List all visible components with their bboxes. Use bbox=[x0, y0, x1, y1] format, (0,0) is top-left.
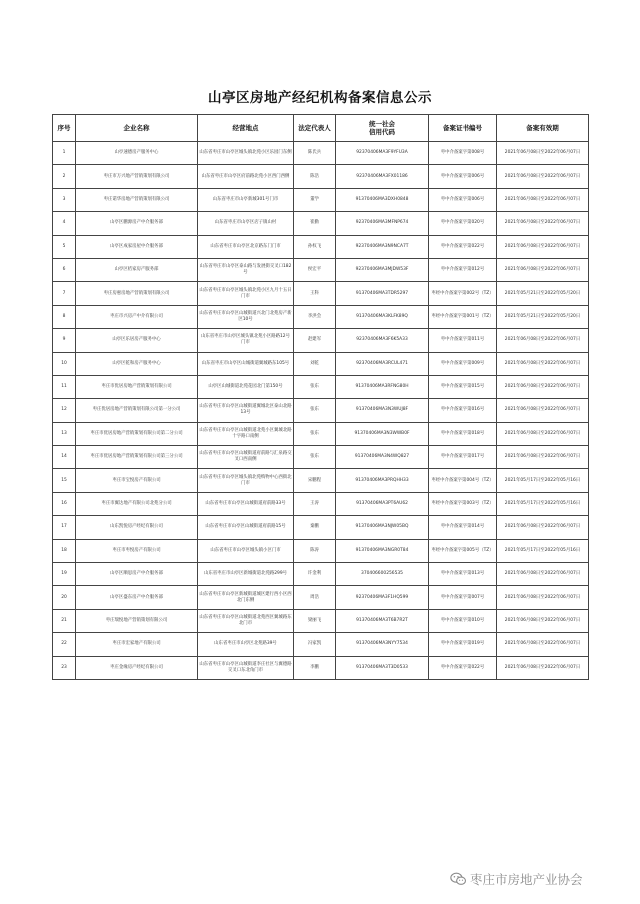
cell-seq: 6 bbox=[53, 258, 76, 281]
cell-seq: 7 bbox=[53, 282, 76, 305]
cell-name: 枣庄市优居房地产营销策划有限公司 bbox=[76, 375, 198, 398]
cell-cert: 枣经中介备案字第005号（TZ） bbox=[429, 539, 497, 562]
cell-name: 山亭区成家房屋中介服务部 bbox=[76, 235, 198, 258]
cell-credit: 91370406MA3T6B7R2T bbox=[336, 609, 429, 632]
table-row bbox=[53, 188, 589, 211]
cell-credit: 92370406MA3MFNP674 bbox=[336, 212, 429, 235]
cell-seq: 11 bbox=[53, 375, 76, 398]
table-row bbox=[53, 446, 589, 469]
cell-rep: 董学 bbox=[294, 188, 336, 211]
cell-address: 山东省枣庄市山亭区城头镇小区门市 bbox=[198, 539, 294, 562]
cell-cert: 枣中介备案字第007号 bbox=[429, 586, 497, 609]
cell-rep: 侯宏平 bbox=[294, 258, 336, 281]
table-row bbox=[53, 235, 589, 258]
cell-credit: 91370406MA3DXH0848 bbox=[336, 188, 429, 211]
cell-rep: 王科 bbox=[294, 282, 336, 305]
cell-name: 山亭速德房产服务中心 bbox=[76, 142, 198, 165]
cell-credit: 91370406MA3N4WQ827 bbox=[336, 446, 429, 469]
cell-cert: 枣中介备案字第022号 bbox=[429, 235, 497, 258]
cell-address: 山东省枣庄市山亭区城头镇北苑小区路路12号门市 bbox=[198, 329, 294, 352]
watermark-text: 枣庄市房地产业协会 bbox=[470, 872, 583, 887]
cell-credit: 91370406MA3T3D0533 bbox=[336, 656, 429, 679]
cell-rep: 陈氏兵 bbox=[294, 142, 336, 165]
cell-rep: 周浩 bbox=[294, 586, 336, 609]
cell-cert: 枣中介备案字第009号 bbox=[429, 352, 497, 375]
cell-address: 山东省枣庄市山亭区府前路北苑小区西门西侧 bbox=[198, 165, 294, 188]
page-title: 山亭区房地产经纪机构备案信息公示 bbox=[208, 90, 432, 106]
cell-credit: 91370406MA3NYY7534 bbox=[336, 633, 429, 656]
cell-rep: 冯家凯 bbox=[294, 633, 336, 656]
cell-valid: 2021年05月17日至2022年05月16日 bbox=[497, 539, 589, 562]
cell-valid: 2021年06月08日至2022年06月07日 bbox=[497, 609, 589, 632]
cell-cert: 枣中介备案字第016号 bbox=[429, 399, 497, 422]
cell-address: 山东省枣庄市山亭区北京路东门门市 bbox=[198, 235, 294, 258]
cell-credit: 91370406MA3N3WUJ8F bbox=[336, 399, 429, 422]
cell-valid: 2021年06月08日至2022年06月07日 bbox=[497, 446, 589, 469]
watermark bbox=[450, 868, 583, 890]
cell-credit: 91370406MA3N3WWB0F bbox=[336, 422, 429, 445]
cell-rep: 许金利 bbox=[294, 563, 336, 586]
cell-address: 山东省枣庄市山亭区泰山路与发展街交叉口182号 bbox=[198, 258, 294, 281]
cell-valid: 2021年06月08日至2022年06月07日 bbox=[497, 516, 589, 539]
cell-rep: 张东 bbox=[294, 446, 336, 469]
cell-name: 山亭区乐居房产服务中心 bbox=[76, 329, 198, 352]
cell-valid: 2021年06月08日至2022年06月07日 bbox=[497, 212, 589, 235]
table-row bbox=[53, 656, 589, 679]
cell-valid: 2021年06月08日至2022年06月07日 bbox=[497, 352, 589, 375]
cell-rep: 刘乾 bbox=[294, 352, 336, 375]
cell-credit: 92370406MA3F6K5A33 bbox=[336, 329, 429, 352]
cell-credit: 91370406MA3RFNG80H bbox=[336, 375, 429, 398]
cell-credit: 91370406MA3TDR5297 bbox=[336, 282, 429, 305]
cell-address: 山东省枣庄市山亭区山城街道李庄社区与翼德路交叉口东北角门市 bbox=[198, 656, 294, 679]
cell-seq: 18 bbox=[53, 539, 76, 562]
header-name: 企业名称 bbox=[76, 115, 198, 142]
cell-name: 枣庄市万兴地产营销策划有限公司 bbox=[76, 165, 198, 188]
cell-seq: 22 bbox=[53, 633, 76, 656]
cell-name: 枣庄诺华房地产营销策划有限公司 bbox=[76, 188, 198, 211]
cell-valid: 2021年06月08日至2022年06月07日 bbox=[497, 422, 589, 445]
cell-rep: 孙权飞 bbox=[294, 235, 336, 258]
cell-cert: 枣经中介备案字第004号（TZ） bbox=[429, 469, 497, 492]
table-row bbox=[53, 352, 589, 375]
cell-rep: 崔勤 bbox=[294, 212, 336, 235]
cell-name: 枣庄市枣悦房产有限公司 bbox=[76, 539, 198, 562]
table-row bbox=[53, 586, 589, 609]
cell-cert: 枣中介备案字第010号 bbox=[429, 609, 497, 632]
cell-address: 山东省枣庄市山亭区山城街道兴北门北苑房产新区10号 bbox=[198, 305, 294, 328]
cell-name: 枣庄房惠房地产营销策划有限公司 bbox=[76, 282, 198, 305]
cell-cert: 枣中介备案字第011号 bbox=[429, 329, 497, 352]
cell-credit: 91370406MA3KLFK89Q bbox=[336, 305, 429, 328]
table-row bbox=[53, 469, 589, 492]
table-row bbox=[53, 609, 589, 632]
cell-name: 枣庄瑞悦地产营销策划有限公司 bbox=[76, 609, 198, 632]
cell-name: 枣庄市翼达地产有限公司北苑分公司 bbox=[76, 492, 198, 515]
cell-seq: 23 bbox=[53, 656, 76, 679]
cell-valid: 2021年06月08日至2022年06月07日 bbox=[497, 633, 589, 656]
cell-rep: 李洪会 bbox=[294, 305, 336, 328]
cell-seq: 4 bbox=[53, 212, 76, 235]
cell-seq: 9 bbox=[53, 329, 76, 352]
cell-cert: 枣中介备案字第013号 bbox=[429, 563, 497, 586]
wechat-icon bbox=[450, 872, 467, 886]
table-row bbox=[53, 399, 589, 422]
cell-seq: 13 bbox=[53, 422, 76, 445]
cell-seq: 2 bbox=[53, 165, 76, 188]
cell-valid: 2021年05月21日至2022年05月20日 bbox=[497, 305, 589, 328]
cell-seq: 21 bbox=[53, 609, 76, 632]
table-row bbox=[53, 492, 589, 515]
cell-credit: 92370406MA3F9YFU3A bbox=[336, 142, 429, 165]
cell-seq: 8 bbox=[53, 305, 76, 328]
cell-valid: 2021年06月08日至2022年06月07日 bbox=[497, 142, 589, 165]
cell-cert: 枣中介备案字第018号 bbox=[429, 422, 497, 445]
header-credit: 统一社会 信用代码 bbox=[336, 115, 429, 142]
cell-name: 枣庄金缘房产经纪有限公司 bbox=[76, 656, 198, 679]
header-cert: 备案证书编号 bbox=[429, 115, 497, 142]
cell-valid: 2021年06月08日至2022年06月07日 bbox=[497, 235, 589, 258]
header-valid: 备案有效期 bbox=[497, 115, 589, 142]
cell-address: 山东省枣庄市山亭区店子镇山村 bbox=[198, 212, 294, 235]
cell-name: 山亭区桔家房产服务部 bbox=[76, 258, 198, 281]
cell-name: 山东凯悦房产经纪有限公司 bbox=[76, 516, 198, 539]
cell-valid: 2021年05月17日至2022年05月16日 bbox=[497, 492, 589, 515]
cell-cert: 枣中介备案字第022号 bbox=[429, 656, 497, 679]
cell-seq: 19 bbox=[53, 563, 76, 586]
cell-valid: 2021年06月08日至2022年06月07日 bbox=[497, 586, 589, 609]
cell-cert: 枣中介备案字第015号 bbox=[429, 375, 497, 398]
cell-name: 山亭区乾和房产服务中心 bbox=[76, 352, 198, 375]
cell-cert: 枣经中介备案字第003号（TZ） bbox=[429, 492, 497, 515]
cell-seq: 1 bbox=[53, 142, 76, 165]
cell-rep: 宋鹏程 bbox=[294, 469, 336, 492]
cell-address: 山东省枣庄市山亭区北苑路39号 bbox=[198, 633, 294, 656]
cell-name: 山亭区顺思房产中介服务部 bbox=[76, 563, 198, 586]
cell-cert: 枣中介备案字第020号 bbox=[429, 212, 497, 235]
cell-valid: 2021年06月08日至2022年06月07日 bbox=[497, 258, 589, 281]
cell-seq: 10 bbox=[53, 352, 76, 375]
cell-address: 山东省枣庄市山亭区山城街道府前路与汇泉路交叉口西南侧 bbox=[198, 446, 294, 469]
cell-rep: 赵建军 bbox=[294, 329, 336, 352]
cell-name: 山亭区盛东房产中介服务部 bbox=[76, 586, 198, 609]
cell-valid: 2021年06月08日至2022年06月07日 bbox=[497, 188, 589, 211]
table-row bbox=[53, 633, 589, 656]
cell-rep: 陈浩 bbox=[294, 165, 336, 188]
table-row bbox=[53, 165, 589, 188]
cell-credit: 92370406MA3FX01186 bbox=[336, 165, 429, 188]
header-seq: 序号 bbox=[53, 115, 76, 142]
cell-credit: 370406600256535 bbox=[336, 563, 429, 586]
table-row bbox=[53, 422, 589, 445]
cell-address: 山东省枣庄市山亭区山城街道府前路15号 bbox=[198, 516, 294, 539]
cell-name: 枣庄优居房地产营销策划有限公司第一分公司 bbox=[76, 399, 198, 422]
cell-name: 枣庄市宏家地产有限公司 bbox=[76, 633, 198, 656]
table-row bbox=[53, 142, 589, 165]
cell-rep: 梁丽飞 bbox=[294, 609, 336, 632]
cell-name: 枣庄市优居房地产营销策划有限公司第三分公司 bbox=[76, 446, 198, 469]
cell-valid: 2021年06月08日至2022年06月07日 bbox=[497, 656, 589, 679]
cell-valid: 2021年06月08日至2022年06月07日 bbox=[497, 329, 589, 352]
cell-credit: 92370406MA3RCUL471 bbox=[336, 352, 429, 375]
cell-credit: 91370406MA3PRQHH33 bbox=[336, 469, 429, 492]
table-row bbox=[53, 563, 589, 586]
cell-seq: 12 bbox=[53, 399, 76, 422]
cell-address: 山东省枣庄市山亭新城301号门市 bbox=[198, 188, 294, 211]
cell-name: 山亭区鹏源房产中介服务部 bbox=[76, 212, 198, 235]
cell-credit: 91370406MA3NJW05BQ bbox=[336, 516, 429, 539]
cell-cert: 枣中介备案字第006号 bbox=[429, 165, 497, 188]
cell-cert: 枣经中介备案字第002号（TZ） bbox=[429, 282, 497, 305]
header-rep: 法定代表人 bbox=[294, 115, 336, 142]
cell-address: 山东省枣庄市山亭区城头镇北苑小区乐园门东侧 bbox=[198, 142, 294, 165]
cell-seq: 3 bbox=[53, 188, 76, 211]
cell-valid: 2021年06月08日至2022年06月07日 bbox=[497, 399, 589, 422]
cell-address: 山东省枣庄市山亭区新城街道北苑路299号 bbox=[198, 563, 294, 586]
cell-address: 山东省枣庄市山亭区城头镇北苑小区九月十五日门市 bbox=[198, 282, 294, 305]
cell-seq: 14 bbox=[53, 446, 76, 469]
cell-address: 山东省枣庄市山亭区山城街道北苑西区翼城路东北门市 bbox=[198, 609, 294, 632]
header-row bbox=[53, 115, 589, 142]
cell-valid: 2021年05月17日至2022年05月16日 bbox=[497, 469, 589, 492]
cell-valid: 2021年06月08日至2022年06月07日 bbox=[497, 375, 589, 398]
cell-cert: 枣中介备案字第014号 bbox=[429, 516, 497, 539]
cell-cert: 枣中介备案字第019号 bbox=[429, 633, 497, 656]
cell-rep: 秦鹏 bbox=[294, 516, 336, 539]
cell-name: 枣庄市优居房地产营销策划有限公司第二分公司 bbox=[76, 422, 198, 445]
cell-seq: 17 bbox=[53, 516, 76, 539]
table-row bbox=[53, 329, 589, 352]
cell-address: 山东省枣庄市山亭区城头镇北苑购物中心西街北门市 bbox=[198, 469, 294, 492]
cell-cert: 枣中介备案字第006号 bbox=[429, 188, 497, 211]
cell-rep: 张东 bbox=[294, 375, 336, 398]
cell-credit: 92370406MA3F1HQ599 bbox=[336, 586, 429, 609]
table-row bbox=[53, 282, 589, 305]
table-row bbox=[53, 375, 589, 398]
cell-seq: 16 bbox=[53, 492, 76, 515]
cell-seq: 5 bbox=[53, 235, 76, 258]
cell-cert: 枣经中介备案字第001号（TZ） bbox=[429, 305, 497, 328]
cell-rep: 张东 bbox=[294, 399, 336, 422]
cell-seq: 15 bbox=[53, 469, 76, 492]
cell-address: 山东省枣庄市山亭区新城街道城区建行西小区西北门东侧 bbox=[198, 586, 294, 609]
cell-credit: 92370406MA3MJDW53F bbox=[336, 258, 429, 281]
cell-address: 山东省枣庄市山亭区山城街道翼城北区泰山北路13号 bbox=[198, 399, 294, 422]
table-row bbox=[53, 212, 589, 235]
cell-name: 枣庄市宝悦房产有限公司 bbox=[76, 469, 198, 492]
cell-rep: 李鹏 bbox=[294, 656, 336, 679]
table-row bbox=[53, 258, 589, 281]
header-address: 经营地点 bbox=[198, 115, 294, 142]
cell-seq: 20 bbox=[53, 586, 76, 609]
cell-address: 山东省枣庄市山亭区山城街道府前路33号 bbox=[198, 492, 294, 515]
cell-cert: 枣中介备案字第008号 bbox=[429, 142, 497, 165]
cell-address: 山亭区山城街道北苑花园北门第150号 bbox=[198, 375, 294, 398]
cell-credit: 92370406MA3N9NCA7T bbox=[336, 235, 429, 258]
cell-address: 山东省枣庄市山亭区山城街道翼城路东105号 bbox=[198, 352, 294, 375]
table-row bbox=[53, 305, 589, 328]
cell-cert: 枣中介备案字第012号 bbox=[429, 258, 497, 281]
cell-credit: 91370406MA3PT6AU62 bbox=[336, 492, 429, 515]
table-row bbox=[53, 539, 589, 562]
cell-credit: 91370406MA3NGR0T84 bbox=[336, 539, 429, 562]
cell-valid: 2021年05月21日至2022年05月20日 bbox=[497, 282, 589, 305]
registration-table bbox=[52, 114, 589, 680]
cell-valid: 2021年06月08日至2022年06月07日 bbox=[497, 165, 589, 188]
cell-rep: 陈涛 bbox=[294, 539, 336, 562]
cell-rep: 张东 bbox=[294, 422, 336, 445]
cell-address: 山东省枣庄市山亭区山城街道北苑小区翼城北路十字路口南侧 bbox=[198, 422, 294, 445]
table-row bbox=[53, 516, 589, 539]
cell-name: 枣庄市兴房产中介有限公司 bbox=[76, 305, 198, 328]
cell-valid: 2021年06月08日至2022年06月07日 bbox=[497, 563, 589, 586]
cell-cert: 枣中介备案字第017号 bbox=[429, 446, 497, 469]
cell-rep: 王涛 bbox=[294, 492, 336, 515]
